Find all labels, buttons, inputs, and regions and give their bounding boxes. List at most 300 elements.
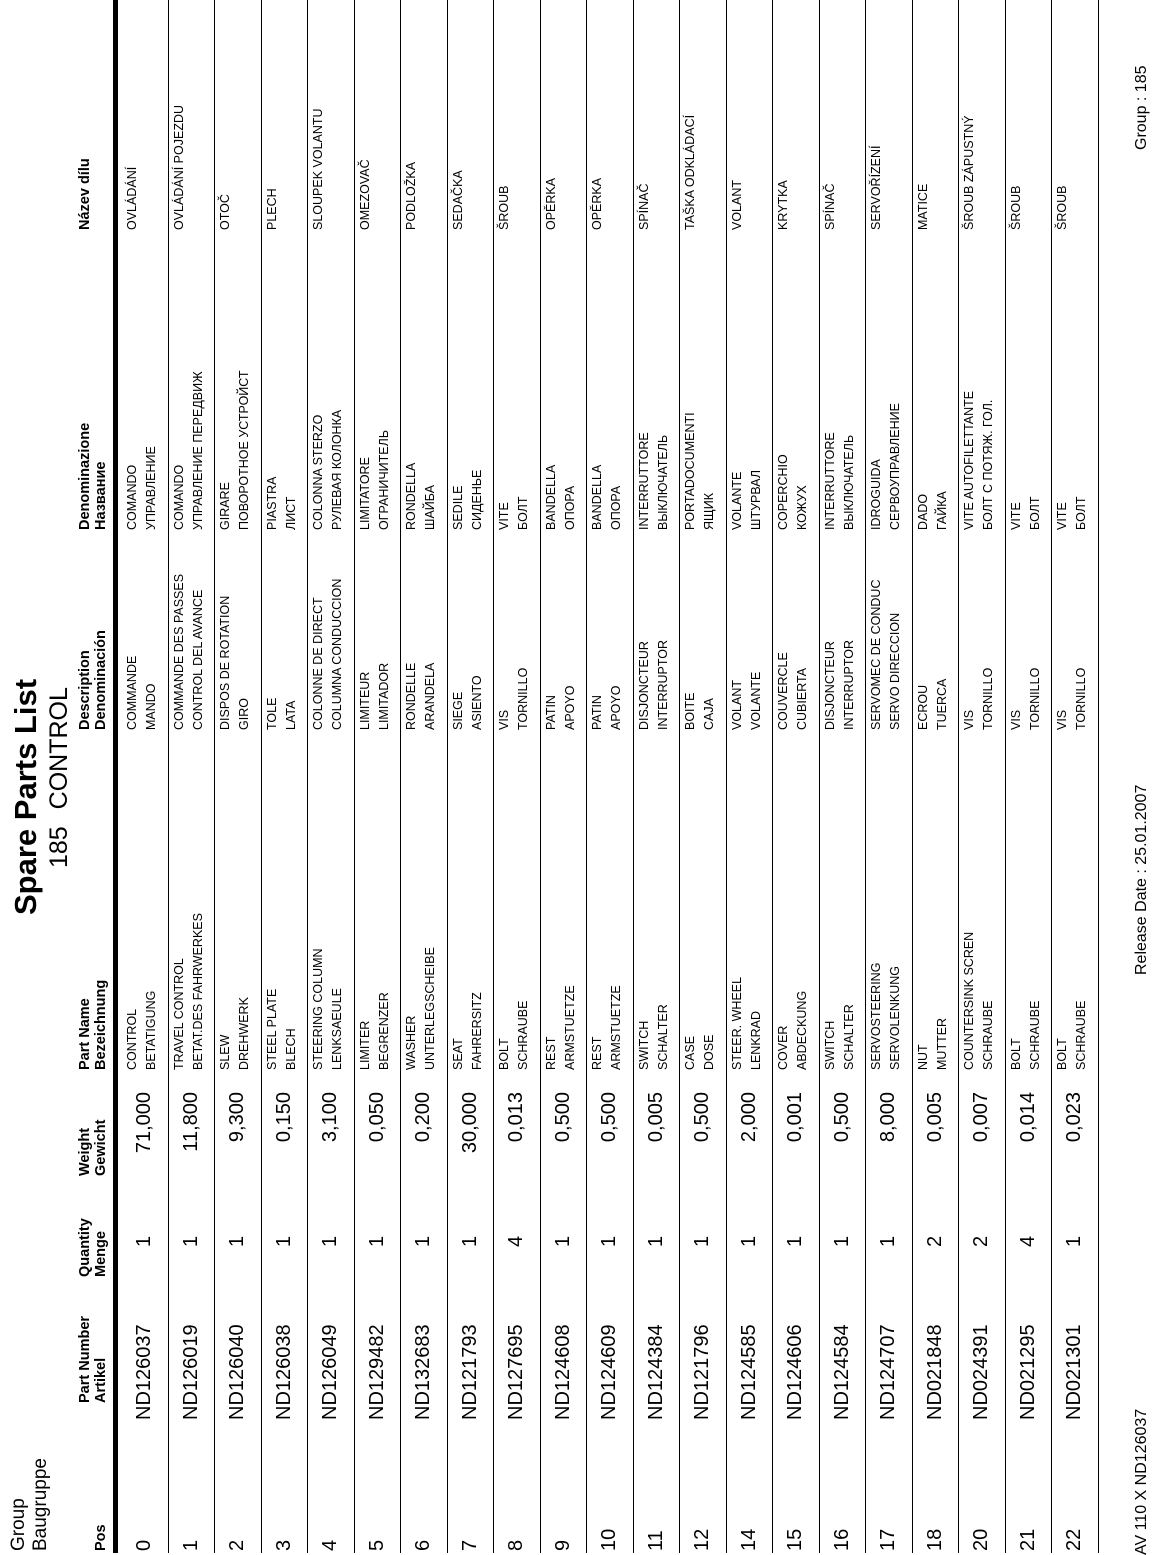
footer-release-date: Release Date : 25.01.2007 (1133, 784, 1150, 975)
row-part-name-en: BOLT (1055, 1038, 1069, 1070)
col-part-number-de: Artikel (93, 1357, 109, 1403)
row-pos: 7 (458, 1539, 481, 1551)
row-weight: 30,000 (458, 1092, 481, 1154)
row-denominazione-it: BANDELLA (590, 464, 604, 530)
row-divider (1005, 0, 1006, 1553)
row-denominazione-ru: ЯЩИК (702, 492, 716, 530)
row-divider (1051, 0, 1052, 1553)
row-quantity: 1 (644, 1235, 667, 1247)
row-denominazione-ru: ГАЙКА (934, 491, 949, 530)
row-description-fr: VIS (1008, 709, 1023, 730)
row-part-name-en: REST (543, 1036, 558, 1070)
row-divider (493, 0, 494, 1553)
row-denominazione-ru: СИДЕНЬЕ (469, 469, 484, 530)
row-description-es: VOLANTE (748, 671, 763, 730)
row-part-name-en: COUNTERSINK SCREN (962, 931, 976, 1070)
row-nazev-cz: SLOUPEK VOLANTU (311, 108, 325, 230)
row-part-name-en: SLEW (218, 1034, 232, 1070)
row-part-number: ND124384 (644, 1324, 667, 1420)
row-denominazione-it: VITE (497, 502, 511, 530)
row-quantity: 2 (970, 1235, 992, 1247)
row-part-number: ND127695 (505, 1324, 527, 1420)
row-denominazione-it: COMANDO (125, 464, 139, 530)
row-description-es: LIMITADOR (376, 662, 391, 730)
col-weight-de: Gewicht (93, 1119, 109, 1176)
row-divider (772, 0, 773, 1553)
row-denominazione-ru: БОЛТ (516, 496, 530, 530)
row-pos: 11 (644, 1530, 667, 1551)
row-part-name-en: COVER (776, 1025, 790, 1070)
row-quantity: 1 (133, 1235, 155, 1247)
row-denominazione-ru: РУЛЕВАЯ КОЛОНКА (330, 409, 344, 530)
row-part-name-de: DREHWERK (237, 997, 251, 1070)
table-row (960, 0, 1006, 1553)
row-denominazione-ru: ПОВОРОТНОЕ УСТРОЙСТ (237, 370, 251, 530)
row-description-fr: LIMITEUR (357, 671, 372, 730)
col-description-es: Denominación (93, 630, 109, 730)
row-weight: 0,200 (412, 1092, 434, 1143)
table-row (728, 0, 774, 1553)
row-part-name-en: WASHER (404, 1015, 418, 1070)
row-part-name-en: STEERING COLUMN (311, 948, 325, 1070)
row-divider (354, 0, 355, 1553)
row-part-name-en: TRAVEL CONTROL (171, 958, 186, 1070)
row-description-es: TORNILLO (1027, 667, 1042, 730)
row-weight: 0,023 (1063, 1092, 1085, 1143)
row-description-fr: RONDELLE (404, 662, 418, 730)
row-nazev-cz: PLECH (264, 188, 279, 230)
row-denominazione-ru: КОЖУХ (795, 485, 809, 530)
row-quantity: 1 (319, 1235, 341, 1247)
row-denominazione-it: SEDILE (450, 485, 465, 530)
row-divider (633, 0, 634, 1553)
row-nazev-cz: OVLÁDÁNÍ (125, 166, 139, 230)
row-part-number: ND126049 (319, 1324, 341, 1420)
row-description-fr: ECROU (915, 684, 930, 730)
row-weight: 2,000 (737, 1092, 760, 1143)
row-part-name-en: CASE (683, 1035, 697, 1070)
row-quantity: 1 (784, 1235, 806, 1247)
col-description-en: Description (77, 650, 93, 730)
row-quantity: 1 (272, 1235, 295, 1247)
col-nazev: Název dílu (77, 158, 93, 230)
baugruppe-label: Baugruppe (30, 1458, 51, 1551)
col-part-name-de: Bezeichnung (93, 979, 109, 1070)
row-part-name-de: ABDECKUNG (795, 990, 809, 1070)
table-row (867, 0, 913, 1553)
row-part-name-en: SWITCH (822, 1020, 837, 1070)
row-weight: 9,300 (226, 1092, 248, 1143)
row-quantity: 1 (365, 1235, 388, 1247)
row-nazev-cz: MATICE (915, 183, 930, 230)
row-weight: 0,500 (598, 1092, 620, 1143)
row-part-number: ND124584 (830, 1324, 853, 1420)
group-number: 185 (45, 826, 73, 868)
row-divider (865, 0, 866, 1553)
row-description-es: TORNILLO (516, 667, 530, 730)
row-denominazione-ru: ВЫКЛЮЧАТЕЛЬ (841, 434, 856, 530)
row-denominazione-it: COMANDO (171, 464, 186, 530)
col-part-name (77, 980, 109, 1070)
row-part-number: ND021295 (1016, 1324, 1039, 1420)
row-description-fr: BOITE (683, 692, 697, 730)
row-part-name-de: ARMSTUETZE (609, 985, 623, 1070)
row-nazev-cz: ŠROUB (497, 185, 511, 230)
row-weight: 8,000 (877, 1092, 899, 1143)
row-quantity: 1 (412, 1235, 434, 1247)
table-row (216, 0, 262, 1553)
row-nazev-cz: SPÍNAČ (822, 183, 837, 230)
row-quantity: 1 (737, 1235, 760, 1247)
footer-group: Group : 185 (1133, 65, 1150, 150)
row-part-name-de: BLECH (283, 1028, 298, 1070)
row-description-fr: SIEGE (450, 691, 465, 730)
row-description-es: TORNILLO (1074, 667, 1088, 730)
row-divider (912, 0, 913, 1553)
row-part-number: ND124606 (784, 1324, 806, 1420)
row-nazev-cz: SERVOŘÍZENÍ (869, 145, 883, 230)
row-part-name-de: SCHRAUBE (1027, 1000, 1042, 1070)
row-denominazione-ru: ШТУРВАЛ (748, 469, 763, 530)
row-part-name-de: LENKRAD (748, 1010, 763, 1070)
row-pos: 10 (598, 1528, 620, 1551)
row-pos: 14 (737, 1528, 760, 1551)
row-divider (586, 0, 587, 1553)
row-description-fr: SERVOMEC DE CONDUC (869, 579, 883, 730)
row-quantity: 1 (1063, 1235, 1085, 1247)
col-quantity (77, 1218, 109, 1277)
row-description-es: SERVO DIRECCION (888, 612, 902, 730)
row-quantity: 1 (830, 1235, 853, 1247)
row-divider (447, 0, 448, 1553)
row-description-es: CAJA (702, 698, 716, 730)
row-divider (307, 0, 308, 1553)
row-quantity: 2 (923, 1235, 946, 1247)
row-quantity: 1 (458, 1235, 481, 1247)
table-row (774, 0, 820, 1553)
row-description-fr: DISPOS DE ROTATION (218, 595, 232, 730)
row-description-fr: VIS (1055, 709, 1069, 730)
row-divider (400, 0, 401, 1553)
row-part-name-en: SERVOSTEERING (869, 962, 883, 1070)
row-description-es: CUBIERTA (795, 667, 809, 730)
row-part-name-de: SCHALTER (841, 1004, 856, 1070)
row-divider (1098, 0, 1099, 1553)
row-denominazione-it: RONDELLA (404, 462, 418, 530)
row-description-fr: VIS (962, 709, 976, 730)
row-nazev-cz: ŠROUB ZÁPUSTNÝ (962, 115, 976, 230)
row-pos: 21 (1016, 1528, 1039, 1551)
row-quantity: 1 (877, 1235, 899, 1247)
row-denominazione-it: IDROGUIDA (869, 459, 883, 530)
col-weight-en: Weight (77, 1127, 93, 1176)
col-quantity-de: Menge (93, 1231, 109, 1277)
row-part-name-de: SERVOLENKUNG (888, 966, 902, 1070)
row-pos: 16 (830, 1528, 853, 1551)
row-weight: 71,000 (133, 1092, 155, 1154)
row-nazev-cz: SEDAČKA (450, 170, 465, 230)
row-nazev-cz: OPĚRKA (543, 177, 558, 230)
row-divider (958, 0, 959, 1553)
row-denominazione-ru: УПРАВЛЕНИЕ ПЕРЕДВИЖ (190, 371, 205, 530)
row-divider (261, 0, 262, 1553)
col-quantity-en: Quantity (77, 1218, 93, 1277)
row-part-name-de: DOSE (702, 1034, 716, 1070)
row-pos: 2 (226, 1539, 248, 1551)
row-denominazione-it: PORTADOCUMENTI (683, 412, 697, 530)
row-description-es: ARANDELA (423, 662, 437, 730)
row-description-es: INTERRUPTOR (655, 639, 670, 730)
table-row (123, 0, 169, 1553)
row-part-name-en: NUT (915, 1044, 930, 1070)
row-quantity: 4 (1016, 1235, 1039, 1247)
row-description-fr: VOLANT (729, 679, 744, 730)
row-description-es: APOYO (562, 685, 577, 730)
row-part-number: ND124585 (737, 1324, 760, 1420)
row-part-number: ND024391 (970, 1324, 992, 1420)
row-nazev-cz: ŠROUB (1055, 185, 1069, 230)
row-description-fr: COLONNE DE DIRECT (311, 597, 325, 730)
row-weight: 3,100 (319, 1092, 341, 1143)
row-description-es: LATA (283, 700, 298, 730)
row-description-es: TORNILLO (981, 667, 995, 730)
row-denominazione-it: COLONNA STERZO (311, 414, 325, 530)
table-row (263, 0, 309, 1553)
table-row (449, 0, 495, 1553)
row-pos: 5 (365, 1539, 388, 1551)
row-weight: 11,800 (179, 1092, 202, 1152)
row-divider (540, 0, 541, 1553)
group-heading (45, 687, 74, 868)
row-weight: 0,150 (272, 1092, 295, 1143)
row-nazev-cz: OVLÁDÁNÍ POJEZDU (171, 104, 186, 230)
row-part-number: ND126037 (133, 1324, 155, 1420)
row-denominazione-it: INTERRUTTORE (822, 432, 837, 530)
row-denominazione-ru: УПРАВЛЕНИЕ (144, 446, 158, 530)
row-nazev-cz: OPĚRKA (590, 177, 604, 230)
row-part-name-en: BOLT (497, 1038, 511, 1070)
table-row (356, 0, 402, 1553)
row-part-number: ND124707 (877, 1324, 899, 1420)
row-denominazione-it: VITE (1008, 502, 1023, 530)
row-description-fr: COMMANDE (125, 655, 139, 730)
row-part-name-de: LENKSAEULE (330, 988, 344, 1070)
row-quantity: 1 (551, 1235, 574, 1247)
table-row (402, 0, 448, 1553)
row-part-number: ND121796 (691, 1324, 713, 1420)
table-row (170, 0, 216, 1553)
row-weight: 0,014 (1016, 1092, 1039, 1143)
row-description-fr: COUVERCLE (776, 652, 790, 730)
row-part-name-de: BETATIGUNG (144, 990, 158, 1070)
row-part-number: ND124609 (598, 1324, 620, 1420)
row-description-es: MANDO (144, 683, 158, 730)
row-part-number: ND132683 (412, 1324, 434, 1420)
table-row (542, 0, 588, 1553)
row-part-number: ND126038 (272, 1324, 295, 1420)
row-weight: 0,001 (784, 1092, 806, 1143)
row-nazev-cz: SPÍNAČ (636, 183, 651, 230)
row-part-name-de: SCHRAUBE (981, 1000, 995, 1070)
row-denominazione-it: VITE AUTOFILETTANTE (962, 390, 976, 530)
row-nazev-cz: OMEZOVAČ (357, 159, 372, 230)
row-part-name-de: SCHRAUBE (516, 1000, 530, 1070)
row-pos: 17 (877, 1528, 899, 1551)
table-row (588, 0, 634, 1553)
row-part-name-de: ARMSTUETZE (562, 985, 577, 1070)
row-weight: 0,500 (551, 1092, 574, 1143)
row-description-es: CONTROL DEL AVANCE (190, 589, 205, 730)
row-denominazione-it: VITE (1055, 502, 1069, 530)
col-description (77, 630, 109, 730)
row-denominazione-it: COPERCHIO (776, 454, 790, 530)
col-part-name-en: Part Name (77, 998, 93, 1070)
row-part-name-de: BETAT.DES FAHRWERKES (190, 913, 205, 1070)
col-part-number-en: Part Number (77, 1315, 93, 1403)
row-denominazione-ru: СЕРВОУПРАВЛЕНИЕ (888, 403, 902, 530)
table-row (681, 0, 727, 1553)
row-part-number: ND126019 (179, 1324, 202, 1420)
row-denominazione-ru: ШАЙБА (423, 484, 437, 530)
header-rule (113, 0, 118, 1553)
row-pos: 22 (1063, 1528, 1085, 1551)
row-part-name-de: SCHALTER (655, 1004, 670, 1070)
row-divider (679, 0, 680, 1553)
row-denominazione-ru: ЛИСТ (283, 496, 298, 530)
row-pos: 18 (923, 1528, 946, 1551)
row-weight: 0,500 (830, 1092, 853, 1143)
row-weight: 0,005 (644, 1092, 667, 1143)
row-nazev-cz: VOLANT (729, 179, 744, 230)
row-part-name-de: UNTERLEGSCHEIBE (423, 947, 437, 1070)
row-part-name-en: STEEL PLATE (264, 988, 279, 1070)
row-description-es: GIRO (237, 698, 251, 730)
col-denominazione (77, 423, 109, 530)
row-nazev-cz: ŠROUB (1008, 185, 1023, 230)
row-description-fr: PATIN (590, 695, 604, 730)
col-denominazione-it: Denominazione (77, 422, 93, 530)
row-denominazione-ru: ОПОРА (562, 485, 577, 530)
row-description-fr: COMMANDE DES PASSES (171, 573, 186, 730)
table-row (309, 0, 355, 1553)
row-description-fr: TOLE (264, 697, 279, 730)
row-part-number: ND129482 (365, 1324, 388, 1420)
row-part-number: ND121793 (458, 1324, 481, 1420)
row-quantity: 1 (179, 1235, 202, 1247)
row-pos: 4 (319, 1539, 341, 1551)
row-pos: 3 (272, 1539, 295, 1551)
row-part-name-en: CONTROL (125, 1008, 139, 1070)
row-denominazione-it: GIRARE (218, 482, 232, 530)
row-weight: 0,007 (970, 1092, 992, 1143)
row-denominazione-ru: ОГРАНИЧИТЕЛЬ (376, 429, 391, 530)
row-description-fr: PATIN (543, 695, 558, 730)
row-denominazione-ru: ВЫКЛЮЧАТЕЛЬ (655, 434, 670, 530)
row-denominazione-it: PIASTRA (264, 476, 279, 530)
row-denominazione-ru: БОЛТ (1074, 496, 1088, 530)
row-description-fr: DISJONCTEUR (822, 641, 837, 730)
row-pos: 9 (551, 1539, 574, 1551)
row-description-es: INTERRUPTOR (841, 639, 856, 730)
row-pos: 6 (412, 1539, 434, 1551)
row-denominazione-ru: БОЛТ (1027, 496, 1042, 530)
row-description-es: ASIENTO (469, 675, 484, 730)
row-divider (819, 0, 820, 1553)
row-part-name-de: FAHRERSITZ (469, 992, 484, 1070)
row-nazev-cz: KRYTKA (776, 180, 790, 230)
col-pos: Pos (93, 1524, 109, 1551)
row-pos: 20 (970, 1528, 992, 1551)
row-pos: 15 (784, 1528, 806, 1551)
page-title: Spare Parts List (8, 678, 43, 915)
row-part-name-en: BOLT (1008, 1038, 1023, 1070)
row-weight: 0,050 (365, 1092, 388, 1143)
row-weight: 0,005 (923, 1092, 946, 1143)
row-description-fr: DISJONCTEUR (636, 641, 651, 730)
row-denominazione-it: DADO (915, 493, 930, 530)
group-label: Group (8, 1498, 29, 1551)
row-weight: 0,013 (505, 1092, 527, 1143)
row-denominazione-it: LIMITATORE (357, 457, 372, 530)
row-description-es: APOYO (609, 685, 623, 730)
row-nazev-cz: OTOČ (218, 194, 232, 230)
row-part-name-en: STEER. WHEEL (729, 976, 744, 1070)
row-part-number: ND126040 (226, 1324, 248, 1420)
row-pos: 1 (179, 1539, 202, 1551)
row-part-name-de: SCHRAUBE (1074, 1000, 1088, 1070)
row-divider (168, 0, 169, 1553)
row-part-name-en: SWITCH (636, 1020, 651, 1070)
row-quantity: 4 (505, 1235, 527, 1247)
table-row (821, 0, 867, 1553)
row-description-fr: VIS (497, 709, 511, 730)
row-divider (726, 0, 727, 1553)
row-pos: 0 (133, 1539, 155, 1551)
row-nazev-cz: PODLOŽKA (404, 161, 418, 230)
row-nazev-cz: TAŠKA ODKLÁDACÍ (683, 114, 697, 230)
col-part-number (77, 1316, 109, 1403)
row-quantity: 1 (598, 1235, 620, 1247)
row-part-name-en: SEAT (450, 1038, 465, 1070)
row-description-es: TUERCA (934, 678, 949, 730)
row-part-name-de: MUTTER (934, 1017, 949, 1070)
footer-left: AV 110 X ND126037 (1133, 1408, 1150, 1555)
row-part-number: ND021301 (1063, 1324, 1085, 1420)
row-divider (214, 0, 215, 1553)
col-denominazione-ru: Название (93, 461, 109, 530)
table-row (914, 0, 960, 1553)
row-quantity: 1 (226, 1235, 248, 1247)
row-part-number: ND021848 (923, 1324, 946, 1420)
row-denominazione-ru: БОЛТ С ПОТЯЖ. ГОЛ. (981, 399, 995, 530)
row-pos: 12 (691, 1528, 713, 1551)
table-row (1053, 0, 1099, 1553)
table-row (635, 0, 681, 1553)
row-quantity: 1 (691, 1235, 713, 1247)
row-denominazione-it: BANDELLA (543, 464, 558, 530)
row-denominazione-it: VOLANTE (729, 471, 744, 530)
row-part-number: ND124608 (551, 1324, 574, 1420)
row-denominazione-ru: ОПОРА (609, 485, 623, 530)
table-row (495, 0, 541, 1553)
group-name: CONTROL (45, 687, 73, 810)
row-pos: 8 (505, 1539, 527, 1551)
table-row (1007, 0, 1053, 1553)
row-part-name-en: REST (590, 1036, 604, 1070)
col-weight (77, 1120, 109, 1176)
row-part-name-en: LIMITER (357, 1020, 372, 1070)
row-weight: 0,500 (691, 1092, 713, 1143)
